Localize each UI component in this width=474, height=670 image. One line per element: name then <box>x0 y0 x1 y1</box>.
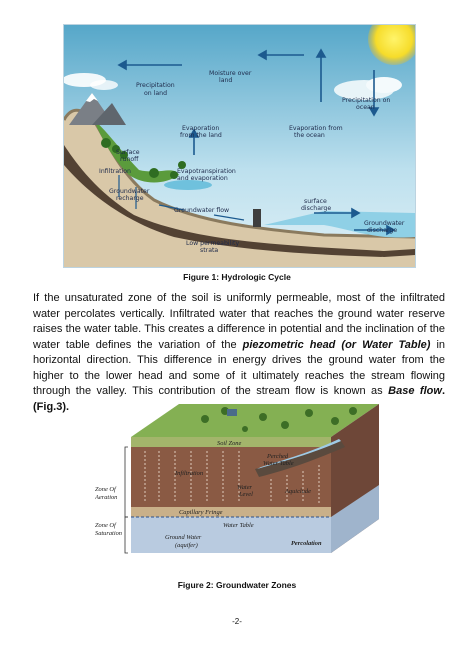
label-evap-ocean-1: Evaporation from <box>289 125 343 132</box>
svg-text:Aquiclude <box>284 488 311 495</box>
label-water-table: Water Table <box>223 522 254 529</box>
figure2-caption: Figure 2: Groundwater Zones <box>177 580 297 590</box>
svg-text:Saturation <box>95 530 122 537</box>
paragraph-emphasis-base-flow: Base flow <box>388 385 442 397</box>
label-evapotranspiration-1: Evapotranspiration <box>177 168 236 175</box>
svg-text:Level <box>238 491 253 498</box>
label-capillary-fringe: Capillary Fringe <box>179 509 223 516</box>
hydrologic-cycle-figure <box>63 24 416 268</box>
svg-text:runoff <box>120 156 139 163</box>
label-zone-saturation-2: Saturation <box>95 530 122 537</box>
svg-text:Evapotranspiration <box>177 168 236 175</box>
svg-text:Zone Of <box>95 522 117 529</box>
page-number: -2- <box>232 617 242 626</box>
label-evap-land-1: Evaporation <box>182 125 220 132</box>
paragraph-part3: . (Fig.3). <box>33 385 445 413</box>
svg-text:Groundwater <box>364 220 405 227</box>
svg-text:ocean <box>356 104 375 111</box>
label-water-level-2: Level <box>239 491 253 498</box>
paragraph-emphasis-piezometric: piezometric head (or Water Table) <box>242 338 431 351</box>
svg-text:Water Table <box>263 460 294 467</box>
label-ground-water-2: (aquifer) <box>175 542 198 549</box>
label-evap-ocean-2: the ocean <box>294 132 325 139</box>
label-precip-ocean-2: ocean <box>356 104 375 111</box>
svg-text:discharge <box>301 205 331 212</box>
label-surface-runoff-1: Surface <box>116 149 140 156</box>
svg-text:Soil Zone <box>217 440 241 447</box>
svg-text:Precipitation <box>136 82 175 89</box>
label-evapotranspiration-2: and evaporation <box>177 175 228 182</box>
svg-text:Evaporation from <box>289 125 343 132</box>
label-moisture-1: Moisture over <box>209 70 252 77</box>
label-ground-water-1: Ground Water <box>165 534 202 541</box>
svg-text:from the land <box>180 132 222 139</box>
label-infiltration: Infiltration <box>99 168 131 175</box>
label-gw-recharge-2: recharge <box>116 195 144 202</box>
paragraph-part1: If the unsaturated zone of the soil is uniformly permeable, most of the infiltrated water percolates vertically. Infiltrated water that reaches the ground water reserve raises the water table. This creates a difference in potential and the inclination of the water table defines the variation of the <box>33 292 445 351</box>
svg-text:Water <box>237 484 253 491</box>
label-precip-land-2: on land <box>144 90 168 97</box>
label-infiltration-fig2: Infiltration <box>175 470 204 477</box>
label-water-level-1: Water <box>237 484 253 491</box>
label-aquiclude: Aquiclude <box>285 488 311 495</box>
label-precip-land-1: Precipitation <box>136 82 175 89</box>
svg-text:Moisture over <box>209 70 252 77</box>
figure1-caption: Figure 1: Hydrologic Cycle <box>183 272 291 282</box>
label-surface-discharge-1: surface <box>304 198 327 205</box>
label-precip-ocean-1: Precipitation on <box>342 97 391 104</box>
svg-text:Evaporation <box>182 125 219 132</box>
label-gw-recharge-1: Groundwater <box>109 188 150 195</box>
capillary-fringe-layer <box>131 507 331 517</box>
svg-text:and evaporation <box>177 175 228 182</box>
svg-text:Aeration <box>95 494 117 501</box>
svg-text:Water Table <box>223 522 254 529</box>
groundwater-zones-figure <box>95 399 381 571</box>
house <box>227 409 237 416</box>
svg-text:Ground Water <box>165 534 202 541</box>
label-gw-discharge-2: discharge <box>367 227 398 234</box>
label-zone-aeration-1: Zone Of <box>95 486 116 493</box>
label-zone-aeration-2: Aeration <box>95 494 118 501</box>
label-moisture-2: land <box>219 77 233 84</box>
label-low-perm-1: Low permeability <box>186 240 240 247</box>
label-perched-2: Water Table <box>263 460 294 467</box>
label-soil-zone: Soil Zone <box>217 440 242 447</box>
svg-text:strata <box>200 247 218 254</box>
svg-text:Low permeability <box>186 240 239 247</box>
dam <box>253 209 261 227</box>
svg-text:Precipitation on <box>342 97 390 104</box>
label-perched-1: Perched <box>267 453 289 460</box>
label-percolation: Percolation <box>291 540 322 547</box>
svg-text:the ocean <box>294 132 325 139</box>
svg-text:on land <box>144 90 167 97</box>
label-surface-discharge-2: discharge <box>301 205 332 212</box>
label-gw-discharge-1: Groundwater <box>364 220 405 227</box>
svg-text:land <box>219 77 232 84</box>
svg-text:Infiltration <box>99 168 131 175</box>
svg-text:Capillary Fringe <box>179 509 223 516</box>
label-evap-land-2: from the land <box>180 132 222 139</box>
svg-text:surface <box>304 198 327 205</box>
label-gw-flow: Groundwater flow <box>174 207 230 214</box>
svg-text:Zone Of <box>95 486 117 493</box>
svg-text:Surface <box>116 149 140 156</box>
svg-text:Infiltration <box>174 470 203 477</box>
label-surface-runoff-2: runoff <box>120 156 139 163</box>
svg-text:discharge <box>367 227 397 234</box>
svg-text:Perched <box>266 453 289 460</box>
label-zone-saturation-1: Zone Of <box>95 522 116 529</box>
svg-text:Groundwater <box>109 188 150 195</box>
svg-text:Percolation <box>291 540 322 547</box>
body-paragraph <box>33 291 445 415</box>
svg-text:recharge <box>116 195 144 202</box>
label-low-perm-2: strata <box>200 247 219 254</box>
svg-text:(aquifer) <box>175 542 198 549</box>
paragraph-part2: in horizontal direction. This difference in energy drives the ground water from the higher to the lower head and some of it ultimately reaches the stream flowing through the valley. This contribution of the stream flow is known as <box>33 338 446 397</box>
svg-text:Groundwater flow <box>174 207 229 214</box>
